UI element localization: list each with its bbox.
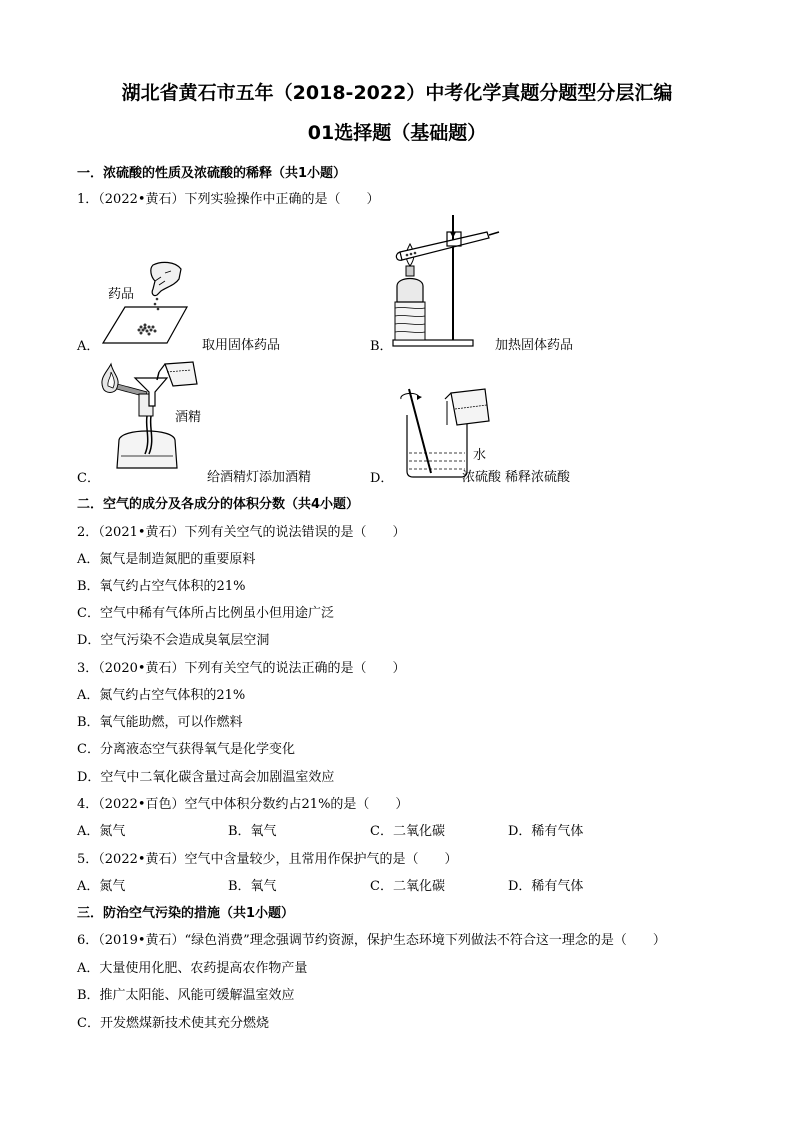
q1-option-b-caption: 加热固体药品 — [495, 338, 574, 353]
q1-option-c-caption: 给酒精灯添加酒精 — [207, 470, 312, 485]
figure-d-label-acid: 浓硫酸 — [462, 470, 502, 485]
q3-option-a: A．氮气约占空气体积的21% — [77, 688, 246, 703]
section-heading-2: 二．空气的成分及各成分的体积分数（共4小题） — [77, 497, 360, 512]
q2-option-d: D．空气污染不会造成臭氧层空洞 — [77, 633, 270, 648]
q3-option-c: C．分离液态空气获得氧气是化学变化 — [77, 742, 295, 757]
q1-option-d-caption: 稀释浓硫酸 — [505, 470, 571, 485]
q5-option-c: C．二氧化碳 — [370, 879, 445, 894]
q2-option-b: B．氧气约占空气体积的21% — [77, 579, 246, 594]
figure-c-label-alcohol: 酒精 — [175, 410, 202, 425]
question-5-stem: 5．（2022•黄石）空气中含量较少，且常用作保护气的是（ ） — [77, 852, 458, 867]
q2-option-c: C．空气中稀有气体所占比例虽小但用途广泛 — [77, 606, 334, 621]
question-3-stem: 3．（2020•黄石）下列有关空气的说法正确的是（ ） — [77, 661, 406, 676]
q4-option-a: A．氮气 — [77, 824, 126, 839]
document-subtitle: 01选择题（基础题） — [307, 122, 487, 144]
question-6-stem: 6．（2019•黄石）“绿色消费”理念强调节约资源，保护生态环境下列做法不符合这一理念的是（ ） — [77, 933, 666, 948]
q4-option-c: C．二氧化碳 — [370, 824, 445, 839]
q1-option-d-letter: D． — [370, 471, 394, 486]
q5-option-d: D．稀有气体 — [508, 879, 584, 894]
q6-option-b: B．推广太阳能、风能可缓解温室效应 — [77, 988, 295, 1003]
q5-option-a: A．氮气 — [77, 879, 126, 894]
figure-b-heating-solid — [385, 210, 505, 350]
q5-option-b: B．氧气 — [228, 879, 277, 894]
q2-option-a: A．氮气是制造氮肥的重要原料 — [77, 552, 256, 567]
q1-option-a-caption: 取用固体药品 — [202, 338, 281, 353]
document-title: 湖北省黄石市五年（2018-2022）中考化学真题分题型分层汇编 — [121, 82, 673, 104]
q3-option-b: B．氧气能助燃，可以作燃料 — [77, 715, 243, 730]
q6-option-c: C．开发燃煤新技术使其充分燃烧 — [77, 1016, 269, 1031]
q6-option-a: A．大量使用化肥、农药提高农作物产量 — [77, 961, 308, 976]
q1-option-a-letter: A． — [77, 339, 100, 354]
section-heading-1: 一．浓硫酸的性质及浓硫酸的稀释（共1小题） — [77, 166, 347, 181]
q4-option-b: B．氧气 — [228, 824, 277, 839]
figure-a-label-drug: 药品 — [108, 287, 135, 302]
q4-option-d: D．稀有气体 — [508, 824, 584, 839]
q3-option-d: D．空气中二氧化碳含量过高会加剧温室效应 — [77, 770, 335, 785]
question-2-stem: 2．（2021•黄石）下列有关空气的说法错误的是（ ） — [77, 525, 406, 540]
section-heading-3: 三．防治空气污染的措施（共1小题） — [77, 906, 295, 921]
q1-option-c-letter: C． — [77, 471, 100, 486]
question-4-stem: 4．（2022•百色）空气中体积分数约占21%的是（ ） — [77, 797, 409, 812]
question-1-stem: 1．（2022•黄石）下列实验操作中正确的是（ ） — [77, 192, 380, 207]
figure-d-label-water: 水 — [473, 448, 487, 463]
q1-option-b-letter: B． — [370, 339, 393, 354]
